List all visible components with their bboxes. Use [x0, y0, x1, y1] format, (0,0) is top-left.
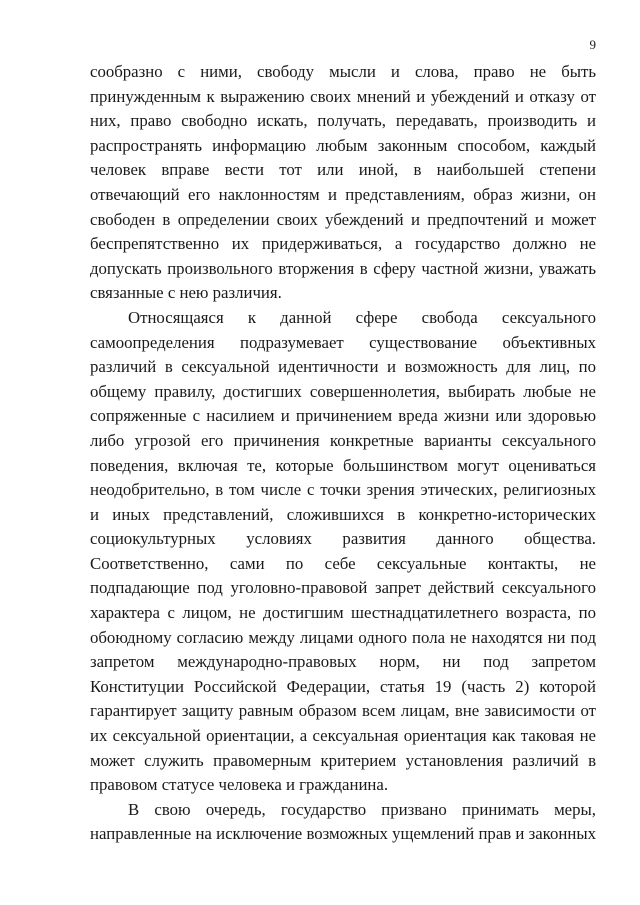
paragraph-1: сообразно с ними, свободу мысли и слова, право не быть принужденным к выражению своих мнений и убеждений и отказу от них, право свободно искать, получать, передавать, производить и распространять информацию любым законным способом, каждый человек вправе вести тот или иной, в наибольшей степени отвечающий его наклонностям и представлениям, образ жизни, он свободен в определении своих убеждений и предпочтений и может беспрепятственно их придерживаться, а государство должно не допускать произвольного вторжения в сферу частной жизни, уважать связанные с нею различия. [90, 62, 596, 303]
document-body [90, 60, 596, 847]
paragraph-3: В свою очередь, государство призвано принимать меры, направленные на исключение возможных ущемлений прав и законных [90, 799, 596, 844]
page-number: 9 [589, 37, 596, 52]
paragraph-2: Относящаяся к данной сфере свобода сексуального самоопределения подразумевает существование объективных различий в сексуальной идентичности и возможность для лиц, по общему правилу, достигших совершеннолетия, выбирать любые не сопряженные с насилием и причинением вреда жизни или здоровью либо угрозой его причинения конкретные варианты сексуального поведения, включая те, которые большинством могут оцениваться неодобрительно, в том числе с точки зрения этических, религиозных и иных представлений, сложившихся в конкретно-исторических социокультурных условиях развития данного общества. Соответственно, сами по себе сексуальные контакты, не подпадающие под уголовно-правовой запрет действий сексуального характера с лицом, не достигшим шестнадцатилетнего возраста, по обоюдному согласию между лицами одного пола не находятся ни под запретом международно-правовых норм, ни под запретом Конституции Российской Федерации, статья 19 (часть 2) которой гарантирует защиту равным образом всем лицам, вне зависимости от их сексуальной ориентации, а сексуальная ориентация как таковая не может служить правомерным критерием установления различий в правовом статусе человека и гражданина. [90, 307, 596, 795]
